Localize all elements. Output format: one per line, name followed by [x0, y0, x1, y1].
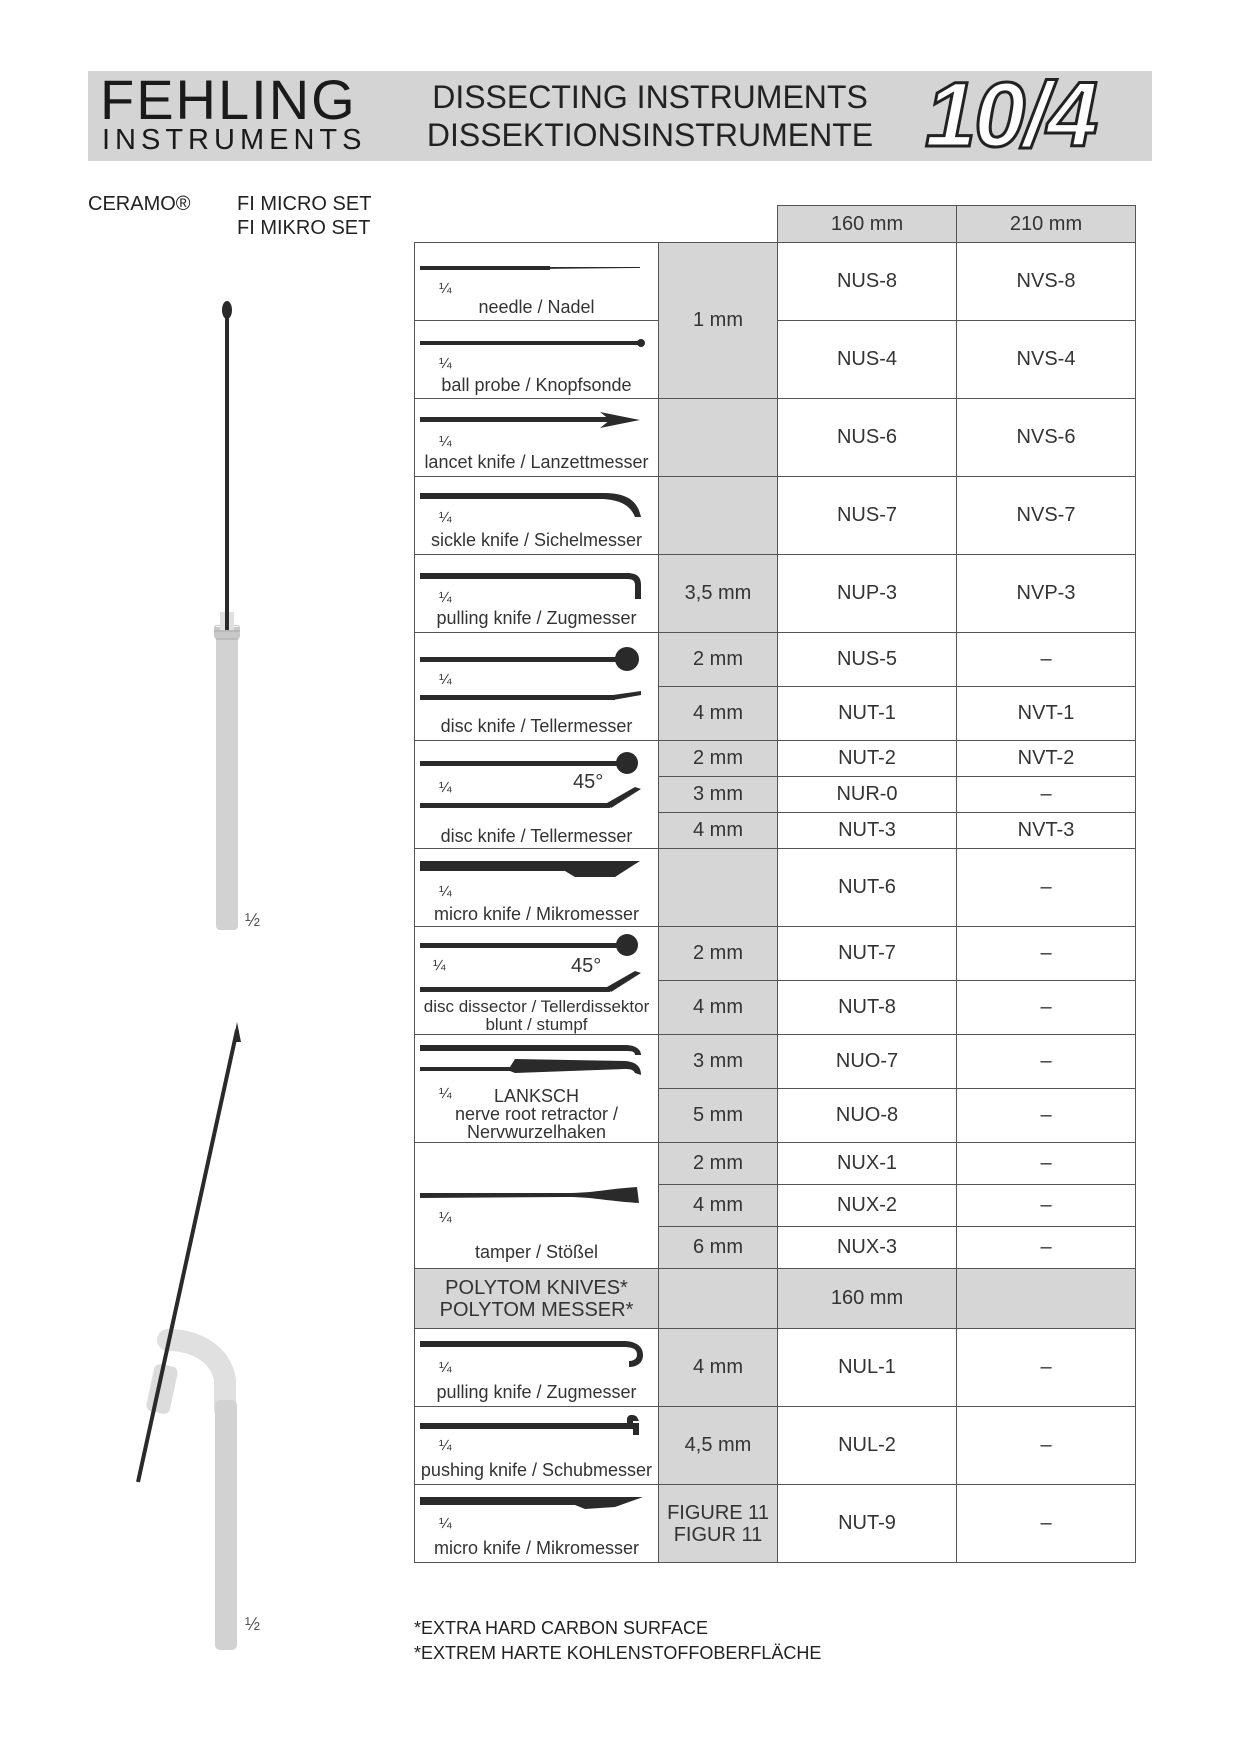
- instrument-name-sub: nerve root retractor /: [454, 1104, 619, 1124]
- code-160: NUT-7: [778, 927, 957, 981]
- code-210: –: [957, 981, 1136, 1035]
- size-cell: 4 mm: [659, 1185, 778, 1227]
- instrument-name-sub: blunt / stumpf: [485, 1015, 588, 1034]
- instrument-name: LANKSCH: [493, 1086, 580, 1106]
- code-210: –: [957, 777, 1136, 813]
- code-160: NUL-2: [778, 1407, 957, 1485]
- scale-label: ¼: [439, 1437, 452, 1454]
- instrument-cell-disc-knife-angled: [415, 741, 659, 849]
- scale-half-1: ½: [245, 910, 261, 930]
- instrument-name: micro knife / Mikromesser: [433, 1538, 640, 1558]
- code-160: NUS-5: [778, 633, 957, 687]
- size-cell: 4,5 mm: [659, 1407, 778, 1485]
- instrument-name-sub: Nervwurzelhaken: [466, 1122, 607, 1142]
- instrument-name: disc knife / Tellermesser: [440, 826, 633, 846]
- scale-label: ¼: [439, 433, 452, 450]
- instrument-cell-disc-knife: [415, 633, 659, 741]
- col-header-160: 160 mm: [778, 206, 957, 243]
- code-210: NVP-3: [957, 555, 1136, 633]
- polytom-size-header: [659, 1269, 778, 1329]
- instrument-name: pushing knife / Schubmesser: [420, 1460, 653, 1480]
- instrument-image-polytom: [120, 1020, 260, 1660]
- code-160: NUR-0: [778, 777, 957, 813]
- instrument-name: sickle knife / Sichelmesser: [430, 530, 643, 550]
- scale-label: ¼: [439, 589, 452, 606]
- code-160: NUP-3: [778, 555, 957, 633]
- code-210: –: [957, 633, 1136, 687]
- code-210: –: [957, 1185, 1136, 1227]
- brand-logo-main: FEHLING: [100, 68, 357, 131]
- instrument-cell-polytom-micro-knife: [415, 1485, 659, 1563]
- code-160: NUS-8: [778, 243, 957, 321]
- instrument-cell-tamper: [415, 1143, 659, 1269]
- code-210: –: [957, 1227, 1136, 1269]
- instrument-table: [414, 205, 1136, 1563]
- instrument-name: pulling knife / Zugmesser: [436, 1382, 637, 1402]
- code-160: NUS-4: [778, 321, 957, 399]
- code-160: NUT-1: [778, 687, 957, 741]
- ceramo-label: CERAMO®: [88, 193, 191, 215]
- polytom-col-210: [957, 1269, 1136, 1329]
- scale-label: ¼: [439, 779, 452, 796]
- scale-label: ¼: [439, 1515, 452, 1532]
- figure-label-en: FIGURE 11: [667, 1501, 769, 1524]
- instrument-cell-lancet-knife: [415, 399, 659, 477]
- code-210: –: [957, 849, 1136, 927]
- code-160: NUT-6: [778, 849, 957, 927]
- set-name-de: FI MIKRO SET: [237, 217, 371, 239]
- code-160: NUT-8: [778, 981, 957, 1035]
- size-cell: 5 mm: [659, 1089, 778, 1143]
- code-210: –: [957, 1035, 1136, 1089]
- code-210: –: [957, 1407, 1136, 1485]
- size-cell: 2 mm: [659, 1143, 778, 1185]
- size-cell: [659, 399, 778, 477]
- instrument-cell-polytom-pulling-knife: [415, 1329, 659, 1407]
- code-160: NUS-6: [778, 399, 957, 477]
- instrument-name: disc knife / Tellermesser: [440, 716, 633, 736]
- brand-logo-sub: INSTRUMENTS: [102, 124, 367, 156]
- code-210: –: [957, 927, 1136, 981]
- size-cell: 4 mm: [659, 981, 778, 1035]
- polytom-title-en: POLYTOM KNIVES*: [445, 1276, 628, 1299]
- code-160: NUT-3: [778, 813, 957, 849]
- size-cell: 2 mm: [659, 927, 778, 981]
- code-160: NUL-1: [778, 1329, 957, 1407]
- instrument-cell-ball-probe: [415, 321, 659, 399]
- code-210: NVS-7: [957, 477, 1136, 555]
- instrument-cell-needle: [415, 243, 659, 321]
- footnote-en: *EXTRA HARD CARBON SURFACE: [414, 1618, 709, 1638]
- code-160: NUS-7: [778, 477, 957, 555]
- instrument-name: ball probe / Knopfsonde: [441, 375, 632, 395]
- code-160: NUT-2: [778, 741, 957, 777]
- scale-label: ¼: [439, 509, 452, 526]
- code-210: –: [957, 1143, 1136, 1185]
- set-name-en: FI MICRO SET: [237, 193, 372, 215]
- instrument-name: pulling knife / Zugmesser: [436, 608, 637, 628]
- instrument-name: disc dissector / Tellerdissektor: [423, 997, 650, 1016]
- size-cell: [659, 849, 778, 927]
- size-cell: [659, 1485, 778, 1563]
- size-cell: 4 mm: [659, 687, 778, 741]
- code-210: NVS-6: [957, 399, 1136, 477]
- code-210: –: [957, 1089, 1136, 1143]
- size-cell: 2 mm: [659, 741, 778, 777]
- instrument-cell-micro-knife: [415, 849, 659, 927]
- scale-label: ¼: [439, 883, 452, 900]
- code-210: –: [957, 1329, 1136, 1407]
- instrument-cell-sickle-knife: [415, 477, 659, 555]
- scale-label: ¼: [439, 1209, 452, 1226]
- instrument-cell-pushing-knife: [415, 1407, 659, 1485]
- size-cell: 2 mm: [659, 633, 778, 687]
- instrument-name: lancet knife / Lanzettmesser: [424, 452, 649, 472]
- scale-label: ¼: [439, 1359, 452, 1376]
- code-160: NUO-8: [778, 1089, 957, 1143]
- instrument-name: micro knife / Mikromesser: [433, 904, 640, 924]
- footnote-de: *EXTREM HARTE KOHLENSTOFFOBERFLÄCHE: [414, 1643, 822, 1663]
- scale-half-2: ½: [245, 1614, 261, 1634]
- col-header-210: 210 mm: [957, 206, 1136, 243]
- code-160: NUX-2: [778, 1185, 957, 1227]
- scale-label: ¼: [439, 280, 452, 297]
- code-160: NUX-1: [778, 1143, 957, 1185]
- size-cell: 3 mm: [659, 1035, 778, 1089]
- instrument-cell-lanksch-retractor: [415, 1035, 659, 1143]
- blank-cell: [415, 206, 659, 243]
- code-210: –: [957, 1485, 1136, 1563]
- angle-label: 45°: [573, 771, 604, 793]
- scale-label: ¼: [433, 957, 446, 974]
- instrument-cell-disc-dissector: [415, 927, 659, 1035]
- scale-label: ¼: [439, 355, 452, 372]
- instrument-name: tamper / Stößel: [474, 1242, 599, 1262]
- size-cell: [659, 477, 778, 555]
- page-title-de: DISSEKTIONSINSTRUMENTE: [426, 117, 874, 153]
- code-210: NVS-8: [957, 243, 1136, 321]
- polytom-col-160: 160 mm: [778, 1269, 957, 1329]
- blank-cell: [659, 206, 778, 243]
- instrument-cell-pulling-knife: [415, 555, 659, 633]
- size-cell: 4 mm: [659, 813, 778, 849]
- code-210: NVT-2: [957, 741, 1136, 777]
- code-210: NVT-3: [957, 813, 1136, 849]
- code-160: NUT-9: [778, 1485, 957, 1563]
- instrument-image-straight: [190, 300, 270, 950]
- instrument-name: needle / Nadel: [478, 297, 595, 317]
- page-title-en: DISSECTING INSTRUMENTS: [432, 79, 868, 115]
- polytom-title-de: POLYTOM MESSER*: [439, 1298, 634, 1321]
- scale-label: ¼: [439, 1085, 452, 1102]
- scale-label: ¼: [439, 671, 452, 688]
- angle-label: 45°: [571, 955, 602, 977]
- code-160: NUX-3: [778, 1227, 957, 1269]
- code-210: NVT-1: [957, 687, 1136, 741]
- code-210: NVS-4: [957, 321, 1136, 399]
- polytom-header: [415, 1269, 659, 1329]
- code-160: NUO-7: [778, 1035, 957, 1089]
- size-cell: 1 mm: [659, 243, 778, 399]
- size-cell: 4 mm: [659, 1329, 778, 1407]
- page-number: 10/4: [925, 64, 1097, 166]
- figure-label-de: FIGUR 11: [673, 1523, 763, 1546]
- size-cell: 3 mm: [659, 777, 778, 813]
- size-cell: 6 mm: [659, 1227, 778, 1269]
- size-cell: 3,5 mm: [659, 555, 778, 633]
